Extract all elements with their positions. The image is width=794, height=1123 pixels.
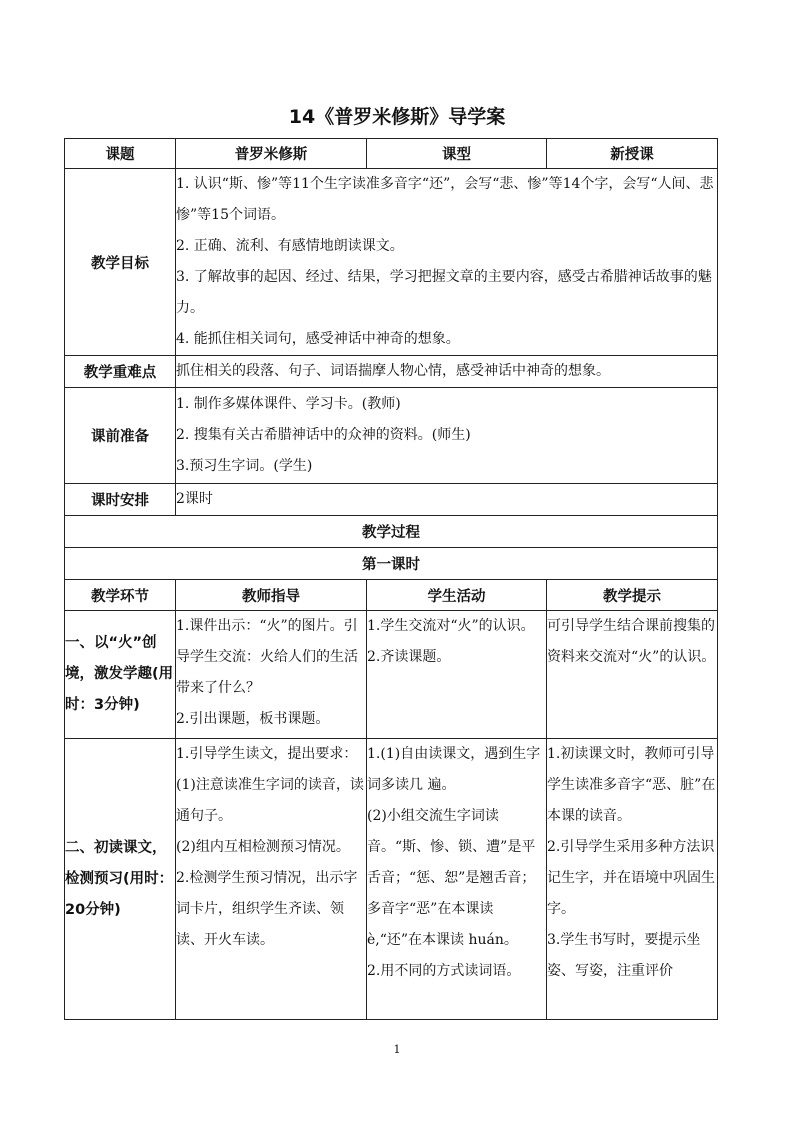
teacher-item: (1)注意读准生字词的读音，读通句子。 <box>176 777 364 824</box>
teacher-item: 1.课件出示：“火”的图片。引导学生交流：火给人们的生活带来了什么？ <box>176 618 358 696</box>
column-header: 教学提示 <box>547 580 718 611</box>
step-student <box>367 739 547 1020</box>
objective-item: 1. 认识“斯、惨”等11个生字读准多音字“还”，会写“悲、惨”等14个字，会写“人间、悲惨”等15个词语。 <box>176 176 714 223</box>
teacher-item: 1.引导学生读文，提出要求： <box>176 746 358 762</box>
step-teacher <box>176 611 367 739</box>
student-item: (2)小组交流生字词读音。“斯、惨、锁、遭”是平舌音；“惩、恕”是翘舌音；多音字“恶”在本课读è,“还”在本课读 huán。 <box>367 808 536 948</box>
schedule-text: 2课时 <box>176 484 718 516</box>
schedule-row <box>65 484 718 516</box>
objective-item: 3. 了解故事的起因、经过、结果，学习把握文章的主要内容，感受古希腊神话故事的魅力。 <box>176 269 712 316</box>
student-item: 1.学生交流对“火”的认识。 <box>367 618 535 634</box>
preparation-item: 1. 制作多媒体课件、学习卡。(教师) <box>176 396 401 412</box>
process-step-row <box>65 739 718 1020</box>
objective-item: 2. 正确、流利、有感情地朗读课文。 <box>176 238 404 254</box>
column-header: 教师指导 <box>176 580 367 611</box>
column-header: 教学环节 <box>65 580 176 611</box>
preparation-item: 3.预习生字词。(学生) <box>176 458 313 474</box>
page-title: 14《普罗米修斯》导学案 <box>288 106 506 128</box>
step-tips <box>547 739 718 1020</box>
step-stage: 一、以“火”创境，激发学趣(用时：3分钟) <box>65 611 176 739</box>
step-tips <box>547 611 718 739</box>
schedule-label: 课时安排 <box>65 484 176 516</box>
tip-item: 可引导学生结合课前搜集的资料来交流对“火”的认识。 <box>547 618 716 665</box>
preparation-content <box>176 388 718 484</box>
column-header: 学生活动 <box>367 580 547 611</box>
topic-row <box>65 139 718 169</box>
teacher-item: 2.引出课题，板书课题。 <box>176 711 330 727</box>
lesson-title: 第一课时 <box>65 548 718 580</box>
topic-label: 课题 <box>65 139 176 169</box>
objective-item: 4. 能抓住相关词句，感受神话中神奇的想象。 <box>176 331 460 347</box>
preparation-row <box>65 388 718 484</box>
process-step-row <box>65 611 718 739</box>
objectives-label: 教学目标 <box>65 169 176 356</box>
teacher-item: (2)组内互相检测预习情况。 <box>176 839 350 855</box>
process-title: 教学过程 <box>65 516 718 548</box>
process-title-row <box>65 516 718 548</box>
student-item: 2.用不同的方式读词语。 <box>367 963 521 979</box>
lesson-title-row <box>65 548 718 580</box>
step-stage: 二、初读课文，检测预习(用时：20分钟) <box>65 739 176 1020</box>
tip-item: 3.学生书写时，要提示坐姿、写姿，注重评价 <box>547 932 701 979</box>
teacher-item: 2.检测学生预习情况，出示字词卡片，组织学生齐读、领读、开火车读。 <box>176 870 358 948</box>
key-points-row <box>65 356 718 388</box>
objectives-row <box>65 169 718 356</box>
tip-item: 1.初读课文时，教师可引导学生读准多音字“恶、脏”在本课的读音。 <box>547 746 716 824</box>
lesson-type-value: 新授课 <box>547 139 718 169</box>
tip-item: 2.引导学生采用多种方法识记生字，并在语境中巩固生字。 <box>547 839 715 917</box>
topic-value: 普罗米修斯 <box>176 139 367 169</box>
student-item: 1.(1)自由读课文，遇到生字词多读几 遍。 <box>367 746 541 793</box>
page-number: 1 <box>393 1043 401 1056</box>
step-teacher <box>176 739 367 1020</box>
key-points-label: 教学重难点 <box>65 356 176 388</box>
process-header-row <box>65 580 718 611</box>
preparation-item: 2. 搜集有关古希腊神话中的众神的资料。(师生) <box>176 427 471 443</box>
key-points-text: 抓住相关的段落、句子、词语揣摩人物心情，感受神话中神奇的想象。 <box>176 356 718 388</box>
student-item: 2.齐读课题。 <box>367 649 451 665</box>
objectives-content <box>176 169 718 356</box>
step-student <box>367 611 547 739</box>
preparation-label: 课前准备 <box>65 388 176 484</box>
lesson-plan-table <box>64 138 718 1020</box>
lesson-type-label: 课型 <box>367 139 547 169</box>
